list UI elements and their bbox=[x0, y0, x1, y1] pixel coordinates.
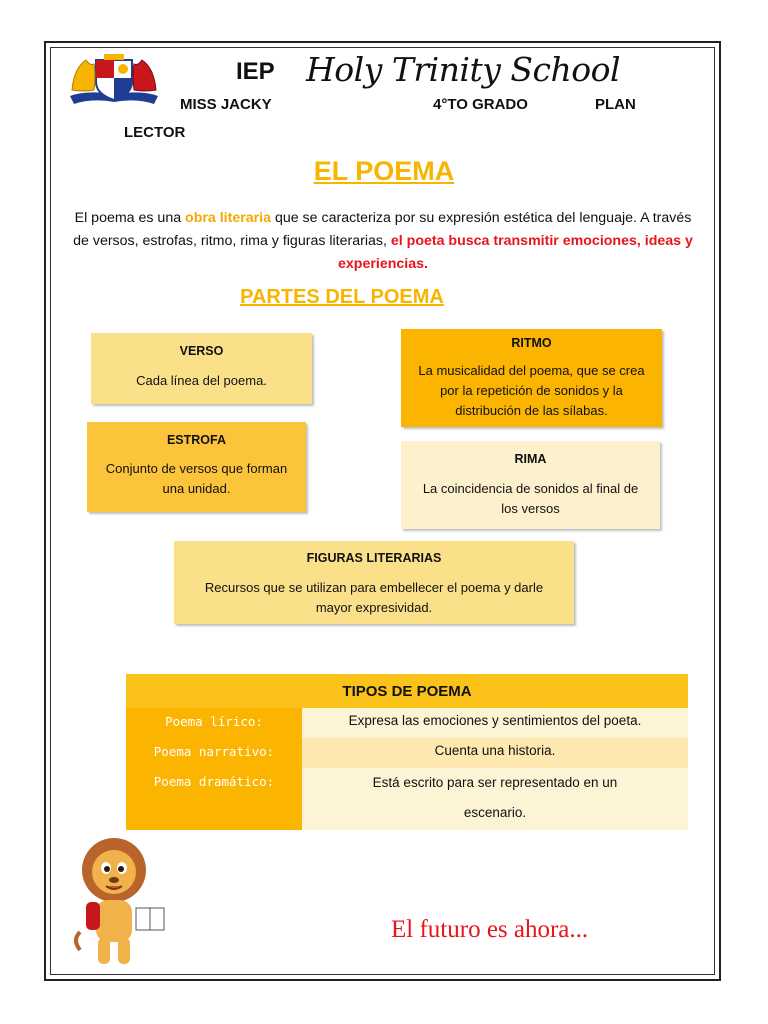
card-verso-title: VERSO bbox=[179, 344, 224, 358]
card-ritmo-text: La musicalidad del poema, que se crea por la repetición de sonidos y la distribución de las sílabas. bbox=[418, 363, 645, 418]
intro-highlight-2: el poeta busca transmitir emociones, ideas y experiencias. bbox=[338, 233, 693, 272]
card-ritmo bbox=[401, 329, 662, 427]
intro-text-1: El poema es una bbox=[74, 210, 186, 226]
teacher-name: MISS JACKY bbox=[180, 96, 272, 113]
grade-label: 4°TO GRADO bbox=[433, 96, 528, 113]
card-estrofa-title: ESTROFA bbox=[166, 433, 227, 447]
card-figuras-title: FIGURAS LITERARIAS bbox=[306, 551, 442, 565]
card-figuras-text: Recursos que se utilizan para embellecer el poema y darle mayor expresividad. bbox=[204, 580, 544, 615]
table-row bbox=[126, 708, 688, 738]
poem-type-description-line1: Está escrito para ser representado en un bbox=[372, 775, 618, 790]
poem-type-description-line2: escenario. bbox=[463, 805, 527, 820]
page-title: EL POEMA bbox=[313, 156, 455, 186]
lector-label: LECTOR bbox=[124, 124, 186, 141]
plan-label: PLAN bbox=[595, 96, 636, 113]
poem-type-label: Poema dramático: bbox=[126, 768, 302, 830]
table-row bbox=[126, 768, 688, 830]
poem-types-table bbox=[126, 674, 688, 830]
intro-text-2: que se caracteriza por su expresión estética del lenguaje. A través de versos, estrofas, ritmo, rima y figuras literarias, bbox=[73, 210, 692, 249]
iep-label: IEP bbox=[236, 58, 275, 85]
poem-type-description: Cuenta una historia. bbox=[302, 738, 688, 768]
poem-type-label: Poema narrativo: bbox=[126, 738, 302, 768]
card-estrofa bbox=[87, 422, 306, 512]
poem-type-label: Poema lírico: bbox=[126, 708, 302, 738]
table-row bbox=[126, 738, 688, 768]
intro-highlight-1: obra literaria bbox=[185, 210, 271, 226]
school-crest-logo bbox=[66, 50, 162, 114]
card-rima-title: RIMA bbox=[514, 452, 547, 466]
card-ritmo-title: RITMO bbox=[511, 336, 552, 350]
card-rima bbox=[401, 441, 660, 529]
intro-paragraph bbox=[70, 207, 696, 276]
motto-text: El futuro es ahora... bbox=[391, 916, 589, 943]
card-rima-text: La coincidencia de sonidos al final de los versos bbox=[422, 481, 639, 516]
school-name: Holy Trinity School bbox=[306, 50, 621, 89]
card-estrofa-text: Conjunto de versos que forman una unidad. bbox=[105, 461, 288, 496]
parts-heading: PARTES DEL POEMA bbox=[240, 286, 444, 308]
card-figuras bbox=[174, 541, 574, 624]
card-verso bbox=[91, 333, 312, 404]
poem-type-description: Expresa las emociones y sentimientos del poeta. bbox=[302, 708, 688, 738]
poem-types-header: TIPOS DE POEMA bbox=[126, 674, 688, 708]
lion-mascot-icon bbox=[66, 830, 170, 970]
card-verso-text: Cada línea del poema. bbox=[136, 373, 267, 388]
poem-type-description bbox=[302, 768, 688, 830]
